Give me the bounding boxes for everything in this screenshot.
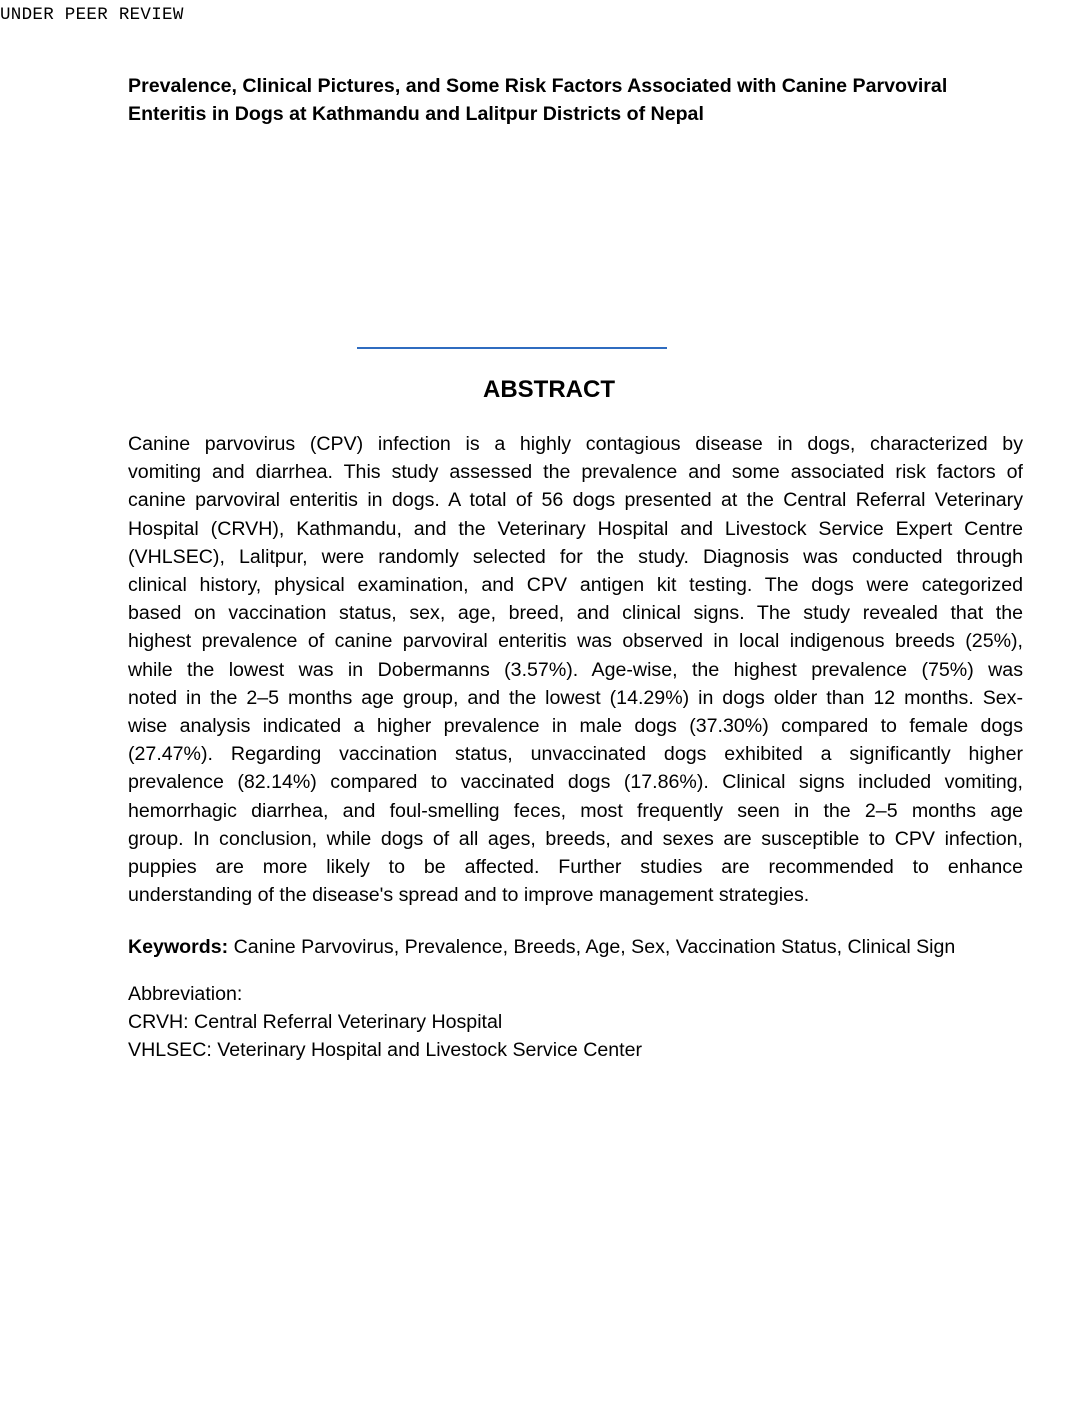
abstract-line: (27.47%). Regarding vaccination status, unvaccinated dogs exhibited a significantly higher <box>128 743 1023 766</box>
abstract-line: puppies are more likely to be affected. Further studies are recommended to enhance <box>128 856 1023 879</box>
separator-rule <box>357 347 667 349</box>
abstract-line: clinical history, physical examination, and CPV antigen kit testing. The dogs were categorized <box>128 574 1023 597</box>
abstract-line: group. In conclusion, while dogs of all ages, breeds, and sexes are susceptible to CPV infection, <box>128 827 1023 850</box>
title-line: Enteritis in Dogs at Kathmandu and Lalitpur Districts of Nepal <box>128 103 704 125</box>
abstract-line: Hospital (CRVH), Kathmandu, and the Veterinary Hospital and Livestock Service Expert Centre <box>128 517 1023 540</box>
abstract-line: canine parvoviral enteritis in dogs. A total of 56 dogs presented at the Central Referral Veterinary <box>128 489 1023 512</box>
keywords-list: Canine Parvovirus, Prevalence, Breeds, Age, Sex, Vaccination Status, Clinical Sign <box>228 936 956 958</box>
abstract-line: vomiting and diarrhea. This study assessed the prevalence and some associated risk factors of <box>128 461 1023 484</box>
abstract-body <box>128 430 1023 909</box>
abstract-line: wise analysis indicated a higher prevalence in male dogs (37.30%) compared to female dogs <box>128 715 1023 738</box>
abstract-line: understanding of the disease's spread and to improve management strategies. <box>128 884 810 907</box>
title-line: Prevalence, Clinical Pictures, and Some Risk Factors Associated with Canine Parvoviral <box>128 75 948 97</box>
peer-review-header: UNDER PEER REVIEW <box>0 5 184 25</box>
keywords-label: Keywords: <box>128 936 229 958</box>
abstract-line: based on vaccination status, sex, age, breed, and clinical signs. The study revealed that the <box>128 602 1023 625</box>
abstract-line: highest prevalence of canine parvoviral enteritis was observed in local indigenous breeds (25%), <box>128 630 1023 653</box>
abbreviation-heading: Abbreviation: <box>128 983 243 1005</box>
abstract-line: hemorrhagic diarrhea, and foul-smelling feces, most frequently seen in the 2–5 months age <box>128 799 1023 822</box>
abstract-line: prevalence (82.14%) compared to vaccinated dogs (17.86%). Clinical signs included vomiting, <box>128 771 1023 794</box>
abstract-line: while the lowest was in Dobermanns (3.57%). Age-wise, the highest prevalence (75%) was <box>128 658 1023 681</box>
abstract-line: noted in the 2–5 months age group, and the lowest (14.29%) in dogs older than 12 months. Sex- <box>128 686 1023 709</box>
abstract-line: Canine parvovirus (CPV) infection is a highly contagious disease in dogs, characterized by <box>128 433 1023 455</box>
abstract-heading: ABSTRACT <box>483 376 615 403</box>
abbreviations <box>128 980 642 1064</box>
abbreviation-item: CRVH: Central Referral Veterinary Hospital <box>128 1011 503 1033</box>
abstract-line: (VHLSEC), Lalitpur, were randomly selected for the study. Diagnosis was conducted through <box>128 545 1023 568</box>
keywords <box>128 936 1028 959</box>
abbreviation-item: VHLSEC: Veterinary Hospital and Livestock Service Center <box>128 1039 643 1061</box>
paper-title <box>128 72 1028 128</box>
